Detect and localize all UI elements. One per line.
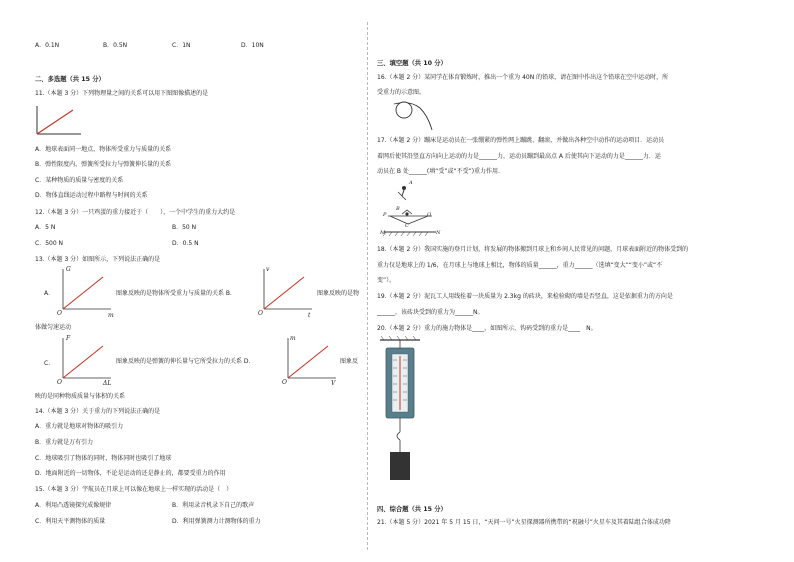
q13-option-a-text: 图象反映的是物体所受重力与质量的关系 B． <box>116 290 237 297</box>
q15-option-d: D．利用弹簧测力计测物体的重力 <box>172 518 261 525</box>
q20-spring-scale-figure <box>378 336 422 484</box>
prev-option-a: A．0.1N <box>35 42 60 49</box>
q17-label-b: B <box>396 206 400 212</box>
column-divider <box>367 22 368 550</box>
q13-option-d-text: 图象反 <box>340 358 359 365</box>
q16-line2: 受重力的示意图。 <box>377 89 426 96</box>
prev-option-d: D．10N <box>241 42 264 49</box>
q15-stem: 15.（本题 3 分）宇航员在月球上可以像在地球上一样实现的活动是（ ） <box>35 486 233 493</box>
q17-label-p: P <box>383 212 387 218</box>
q14-option-d: D．地面附近的一切物体，不论是运动的还是静止的，都要受重力的作用 <box>35 470 226 477</box>
q13-graph-c-origin: O <box>57 379 62 386</box>
q17-label-m: M <box>380 230 386 236</box>
q18-line1: 18.（本题 2 分）我国实施的登月计划，将发展的物体搬到月球上和乡间人民常见的问题，月球表面附近的物体受到的 <box>377 246 689 253</box>
q12-option-d: D．0.5 N <box>172 240 199 247</box>
q13-graph-b-ylabel: v <box>266 266 270 273</box>
q14-stem: 14.（本题 3 分）关于重力的下列说法正确的是 <box>35 408 161 415</box>
q13-graph-d <box>280 334 338 386</box>
prev-option-b: B．0.5N <box>103 42 128 49</box>
q13-graph-d-origin: O <box>282 379 287 386</box>
q13-graph-b <box>256 265 314 317</box>
q15-option-c: C．利用天平测物体的质量 <box>35 518 106 525</box>
q17-label-a: A <box>409 180 413 186</box>
q13-option-c-label: C． <box>44 360 55 367</box>
q12-option-b: B．50 N <box>172 224 197 231</box>
q13-graph-b-xlabel: t <box>308 312 311 319</box>
q17-trampoline-figure <box>380 182 440 238</box>
q13-graph-a <box>55 265 113 317</box>
q13-option-c-text: 图象反映的是弹簧的伸长量与它所受拉力的关系 D． <box>116 358 255 365</box>
q14-option-c: C．地球吸引了物体的同时，物体同时也吸引了地球 <box>35 455 172 462</box>
q11-graph <box>33 104 83 138</box>
q11-option-b: B．弹性限度内，弹簧所受拉力与弹簧伸长量的关系 <box>35 161 172 168</box>
q16-line1: 16.（本题 2 分）某同学在体育锻炼时，推出一个重为 40N 的铅球，请在图中作出这个铅球在空中运动时，所 <box>377 74 669 81</box>
q13-option-a-label: A． <box>44 290 55 297</box>
q11-option-d: D．物体直线运动过程中路程与时间的关系 <box>35 192 148 199</box>
q18-line2: 重力仅是地球上的 1/6，在月球上与地球上相比，物体的质量______，重力______（选填“变大”“变小”或“不 <box>377 262 663 269</box>
q13-graph-d-ylabel: m <box>290 335 296 342</box>
q13-option-b-text: 图象反映的是物 <box>317 290 360 297</box>
q13-graph-d-xlabel: V <box>331 380 336 387</box>
q11-option-a: A．地球表面同一地点，物体所受重力与质量的关系 <box>35 146 172 153</box>
q13-graph-c <box>55 334 113 386</box>
q14-option-a: A．重力就是地球对物体的吸引力 <box>35 423 124 430</box>
q12-option-a: A．5 N <box>35 224 56 231</box>
q12-stem: 12.（本题 3 分）一只鸡蛋的重力接近于（ ），一个中学生的重力大约是 <box>35 209 236 216</box>
q13-graph-a-xlabel: m <box>108 312 114 319</box>
q12-option-c: C．500 N <box>35 240 64 247</box>
q13-option-d-cont: 映的是同种物质质量与体积的关系 <box>35 393 126 400</box>
q17-line3: 动员在 B 处______(填“受”或“不受”)重力作用. <box>377 168 500 175</box>
q21-line1: 21.（本题 5 分）2021 年 5 月 15 日，“天问一号”火星探测器所携带的“祝融号”火星车及其着陆组合体成功降 <box>377 519 671 526</box>
q17-label-n: N <box>436 230 441 236</box>
section3-heading: 三、填空题（共 10 分） <box>377 60 447 67</box>
q13-graph-b-origin: O <box>258 310 263 317</box>
q13-graph-a-ylabel: G <box>66 266 71 273</box>
q15-option-b: B．利用录音机录下自己的歌声 <box>172 502 255 509</box>
q13-option-b-cont: 体做匀速运动 <box>35 324 72 331</box>
section2-heading: 二、多选题（共 15 分） <box>35 76 105 83</box>
q18-line3: 变”）。 <box>377 277 396 284</box>
q13-graph-c-ylabel: F <box>66 335 71 342</box>
q17-line1: 17.（本题 2 分）蹦床是运动员在一张绷紧的弹性网上蹦跳、翻滚，并做出各种空中动作的运动项目．运动员 <box>377 137 665 144</box>
q17-line2: 着网后使其沿竖直方向向上运动的力是______力，运动员蹦到最高点 A 后使其向下运动的力是______力．运 <box>377 153 661 160</box>
q13-stem: 13.（本题 3 分）如图所示，下列说法正确的是 <box>35 256 161 263</box>
prev-option-c: C．1N <box>172 42 191 49</box>
q16-shot-figure <box>392 98 436 132</box>
q11-stem: 11.（本题 3 分）下列物理量之间的关系可以用下图图像描述的是 <box>35 90 209 97</box>
q17-label-q: Q <box>427 212 432 218</box>
q19-line2: ______，该砖块受到的重力为______N。 <box>377 309 484 316</box>
section4-heading: 四、综合题（共 15 分） <box>377 506 447 513</box>
q15-option-a: A．利用凸透镜探究成像规律 <box>35 502 112 509</box>
q19-line1: 19.（本题 2 分）泥瓦工人用线拴着一块质量为 2.3kg 的砖块，来检验砌的墙是否竖直，这是依据重力的方向是 <box>377 293 673 300</box>
q11-option-c: C．某种物质的质量与密度的关系 <box>35 177 124 184</box>
q13-graph-a-origin: O <box>57 310 62 317</box>
q13-graph-c-xlabel: ΔL <box>103 380 112 387</box>
q14-option-b: B．重力就是万有引力 <box>35 439 94 446</box>
q17-label-c: C <box>405 223 409 229</box>
q20-line1: 20.（本题 2 分）重力的施力物体是____，如图所示，钩码受到的重力是____ N。 <box>377 325 597 332</box>
